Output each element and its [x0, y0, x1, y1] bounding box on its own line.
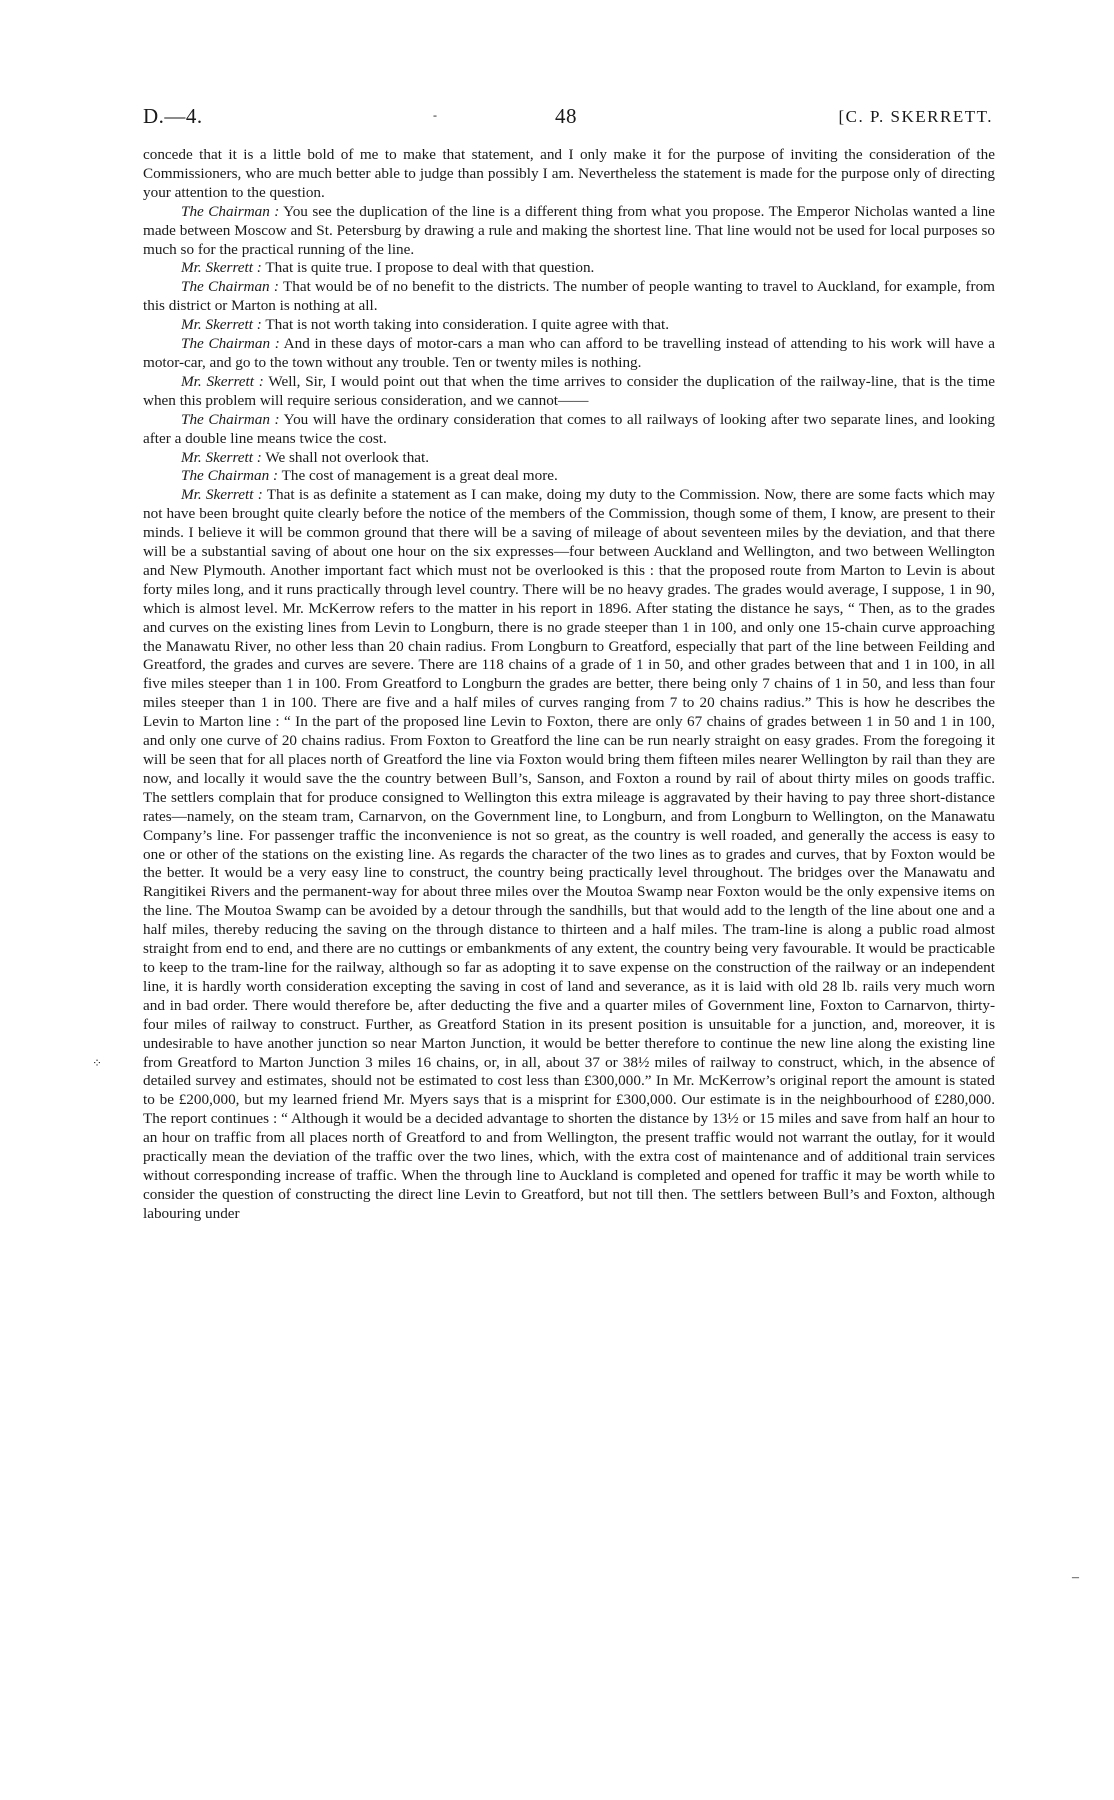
paragraph: The Chairman : You will have the ordinary consideration that comes to all railways of looking after two separate lines, and looking after a double line means twice the cost. — [143, 410, 995, 447]
margin-mark: – — [1072, 1570, 1079, 1585]
speaker-heading: [C. P. SKERRETT. — [838, 107, 993, 126]
speaker-name: Mr. Skerrett : — [181, 372, 264, 390]
paragraph: Mr. Skerrett : We shall not overlook that. — [181, 448, 430, 466]
paragraph: Mr. Skerrett : Well, Sir, I would point out that when the time arrives to consider the duplication of the railway-line, that is the time when this problem will require serious consideration, and we cannot—— — [143, 372, 995, 409]
page-header — [143, 104, 993, 138]
paragraph: Mr. Skerrett : That is as definite a statement as I can make, doing my duty to the Commission. Now, there are some facts which may not have been brought quite clearly before the notice of the members of the Commission, though some of them, I know, are present to their minds. I believe it will be common ground that there will be a saving of mileage of about seventeen miles by the deviation, and that there will be a substantial saving of about one hour on the six expresses—four between Auckland and Wellington, and two between Wellington and New Plymouth. Another important fact which must not be overlooked is this : that the proposed route from Marton to Levin is about forty miles long, and it runs practically through level country. There will be no heavy grades. The grades would average, I suppose, 1 in 90, which is almost level. Mr. McKerrow refers to the matter in his report in 1896. After stating the distance he says, “ Then, as to the grades and curves on the existing lines from Levin to Longburn, there is no grade steeper than 1 in 100, and only one 15-chain curve approaching the Manawatu River, no other less than 20 chain radius. From Longburn to Greatford, especially that part of the line between Feilding and Greatford, the grades and curves are severe. There are 118 chains of a grade of 1 in 50, and other grades between that and 1 in 100, in all five miles steeper than 1 in 100. From Greatford to Longburn the grades are better, there being only 7 chains of 1 in 50, and less than four miles steeper than 1 in 100. There are five and a half miles of curves ranging from 7 to 20 chains radius.” This is how he describes the Levin to Marton line : “ In the part of the proposed line Levin to Foxton, there are only 67 chains of grades between 1 in 50 and 1 in 100, and only one curve of 20 chains radius. From Foxton to Greatford the line can be run nearly straight on easy grades. From the foregoing it will be seen that for all places north of Greatford the line via Foxton would bring them fifteen miles nearer Wellington by rail than they are now, and locally it would save the the country between Bull’s, Sanson, and Foxton a round by rail of about thirty miles on goods traffic. The settlers complain that for produce consigned to Wellington this extra mileage is aggravated by their having to pay three short-distance rates—namely, on the steam tram, Carnarvon, on the Government line, to Longburn, and from Longburn to Wellington, on the Manawatu Company’s line. For passenger traffic the inconvenience is not so great, as the country is well roaded, and generally the access is easy to one or other of the stations on the existing line. As regards the character of the two lines as to grades and curves, that by Foxton would be the better. It would be a very easy line to construct, the country being practically level throughout. The bridges over the Manawatu and Rangitikei Rivers and the permanent-way for about three miles over the Moutoa Swamp near Foxton would be the only expensive items on the line. The Moutoa Swamp can be avoided by a detour through the sandhills, but that would add to the length of the line about one and a half miles, thereby reducing the saving on the through distance to thirteen and a half miles. The tram-line is along a public road almost straight from end to end, and there are no cuttings or embankments of any extent, the country being very favourable. It would be practicable to keep to the tram-line for the railway, although so far as adopting it to save expense on the construction of the railway or an independent line, it is hardly worth consideration excepting the saving in cost of land and severance, as it is laid with old 28 lb. rails very much worn and in bad order. There would therefore be, after deducting the five and a quarter miles of Government line, Foxton to Carnarvon, thirty-four miles of railway to construct. Further, as Greatford Station in its present position is unsuitable for a junction, and, moreover, it is undesirable to have another junction so near Marton Junction, it would be better therefore to continue the new line along the existing line from Greatford to Marton Junction 3 miles 16 chains, or, in all, about 37 or 38½ miles of railway to construct, which, in the absence of detailed survey and estimates, should not be estimated to cost less than £300,000.” In Mr. McKerrow’s original report the amount is stated to be £200,000, but my learned friend Mr. Myers says that is a misprint for £300,000. Our estimate is in the neighbourhood of £280,000. The report continues : “ Although it would be a decided advantage to shorten the distance by 13½ or 15 miles and save from half an hour to an hour on traffic from all places north of Greatford to and from Wellington, the present traffic would not warrant the outlay, for it would practically mean the deviation of the traffic over the two lines, which, with the extra cost of maintenance and of additional train services without corresponding increase of traffic. When the through line to Auckland is completed and opened for traffic it may be worth while to consider the question of constructing the direct line Levin to Greatford, but not till then. The settlers between Bull’s and Foxton, although labouring under — [143, 486, 995, 1222]
page-body — [143, 146, 995, 1224]
paragraph: The Chairman : The cost of management is a great deal more. — [181, 467, 558, 485]
paragraph: The Chairman : And in these days of motor-cars a man who can afford to be travelling instead of attending to his work will have a motor-car, and go to the town without any trouble. Ten or twenty miles is nothing. — [143, 335, 995, 371]
speaker-name: The Chairman : — [181, 410, 280, 428]
margin-mark: ⁘ — [92, 1056, 103, 1070]
paragraph: The Chairman : You see the duplication of the line is a different thing from what you propose. The Emperor Nicholas wanted a line made between Moscow and St. Petersburg by drawing a rule and making the shortest line. That line would not be used for local purposes so much so for the practical running of the line. — [143, 202, 995, 258]
paragraph: concede that it is a little bold of me to make that statement, and I only make it for the purpose of inviting the consideration of the Commissioners, who are much better able to judge than possibly I am. Nevertheless the statement is made for the purpose only of directing your attention to the question. — [143, 146, 995, 201]
page-number: 48 — [555, 104, 577, 128]
speaker-name: The Chairman : — [181, 467, 279, 485]
speaker-name: Mr. Skerrett : — [181, 259, 262, 277]
speaker-name: Mr. Skerrett : — [181, 448, 262, 466]
stray-mark: - — [433, 108, 438, 122]
paragraph: Mr. Skerrett : That is not worth taking into consideration. I quite agree with that. — [181, 316, 670, 334]
document-reference: D.—4. — [143, 104, 203, 128]
paragraph: The Chairman : That would be of no benefit to the districts. The number of people wanting to travel to Auckland, for example, from this district or Marton is nothing at all. — [143, 278, 995, 315]
paragraph: Mr. Skerrett : That is quite true. I propose to deal with that question. — [181, 259, 595, 277]
speaker-name: Mr. Skerrett : — [181, 486, 263, 504]
speaker-name: The Chairman : — [181, 202, 280, 220]
speaker-name: The Chairman : — [181, 335, 280, 353]
speaker-name: The Chairman : — [181, 278, 279, 296]
speaker-name: Mr. Skerrett : — [181, 316, 262, 334]
